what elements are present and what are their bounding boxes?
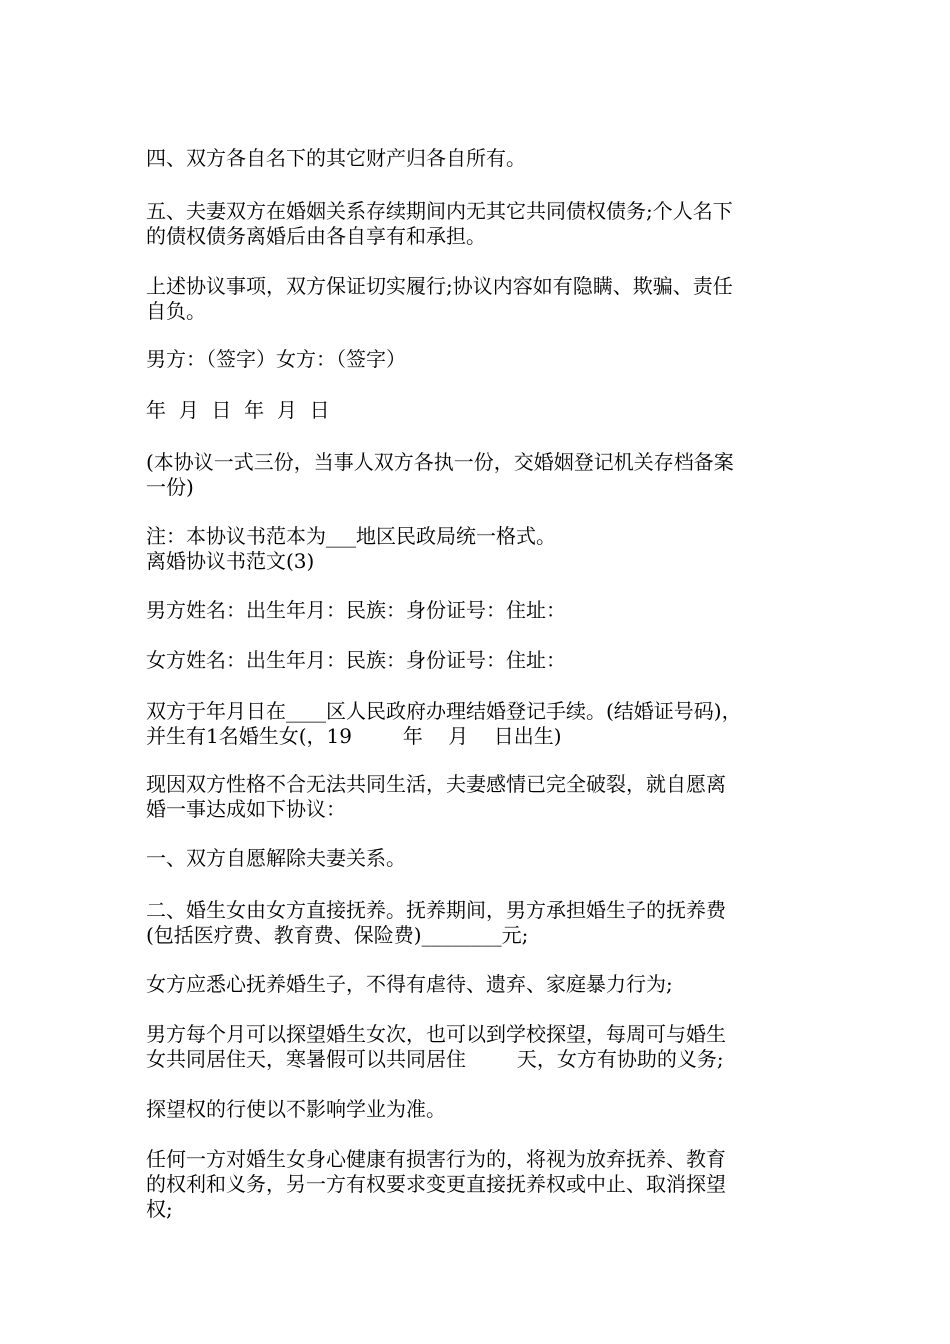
marriage-registration: 双方于年月日在____区人民政府办理结婚登记手续。(结婚证号码)， 并生有1名婚生女(，19 年 月 日出生)	[146, 699, 742, 748]
clause-1-dissolution: 一、双方自愿解除夫妻关系。	[146, 846, 406, 870]
male-party-info: 男方姓名：出生年月：民族：身份证号：住址：	[146, 598, 566, 622]
signature-line: 男方：（签字）女方：（签字）	[146, 347, 406, 371]
female-party-info: 女方姓名：出生年月：民族：身份证号：住址：	[146, 648, 566, 672]
harm-clause: 任何一方对婚生女身心健康有损害行为的，将视为放弃抚养、教育 的权利和义务，另一方有权要求变更直接抚养权或中止、取消探望 权;	[146, 1147, 726, 1221]
date-line: 年 月 日 年 月 日	[146, 398, 330, 422]
performance-guarantee: 上述协议事项，双方保证切实履行;协议内容如有隐瞒、欺骗、责任 自负。	[146, 274, 733, 323]
divorce-reason: 现因双方性格不合无法共同生活，夫妻感情已完全破裂，就自愿离 婚一事达成如下协议：	[146, 772, 726, 821]
visitation-condition: 探望权的行使以不影响学业为准。	[146, 1097, 446, 1121]
visitation-rights: 男方每个月可以探望婚生女次，也可以到学校探望，每周可与婚生 女共同居住天，寒暑假可以共同居住 天，女方有协助的义务;	[146, 1022, 726, 1071]
clause-4-property: 四、双方各自名下的其它财产归各自所有。	[146, 146, 526, 170]
copies-note: (本协议一式三份，当事人双方各执一份，交婚姻登记机关存档备案 一份)	[146, 450, 734, 499]
female-duty: 女方应悉心抚养婚生子，不得有虐待、遗弃、家庭暴力行为;	[146, 972, 673, 996]
clause-5-debts: 五、夫妻双方在婚姻关系存续期间内无其它共同债权债务;个人名下 的债权债务离婚后由各自享有和承担。	[146, 199, 733, 248]
clause-2-custody: 二、婚生女由女方直接抚养。抚养期间，男方承担婚生子的抚养费 (包括医疗费、教育费、保险费)________元;	[146, 898, 726, 947]
format-note-and-title: 注：本协议书范本为___地区民政局统一格式。 离婚协议书范文(3)	[146, 524, 556, 573]
